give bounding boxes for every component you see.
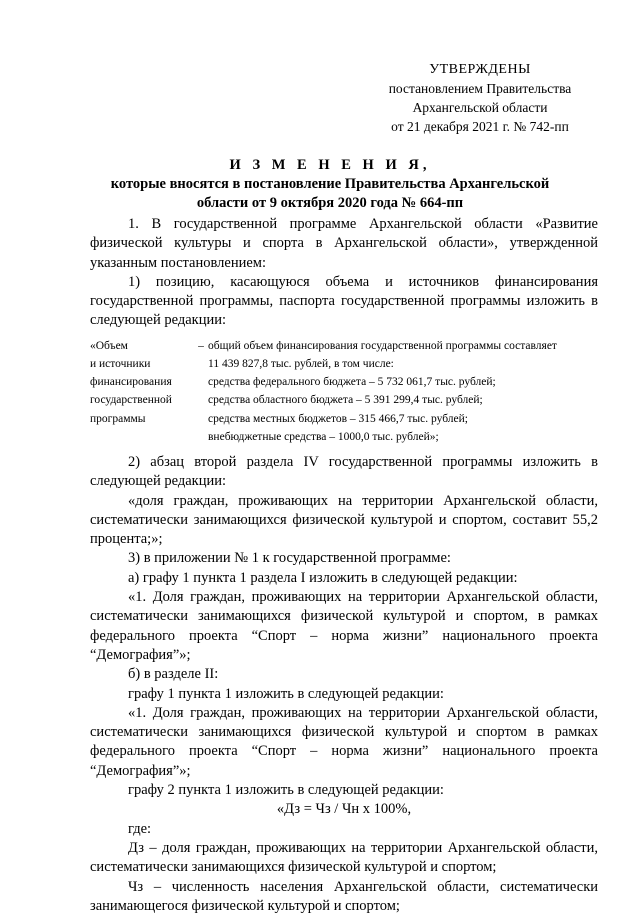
paragraph: графу 2 пункта 1 изложить в следующей редакции: <box>128 782 444 799</box>
value-line: средства федерального бюджета – 5 732 061,7 тыс. рублей; <box>208 376 496 389</box>
approval-header: УТВЕРЖДЕНЫ <box>429 62 531 77</box>
formula: «Дз = Чз / Чн х 100%, <box>276 801 412 818</box>
approval-line: постановлением Правительства <box>388 81 572 96</box>
paragraph: б) в разделе II: <box>128 666 219 683</box>
value-line: средства областного бюджета – 5 391 299,4 тыс. рублей; <box>208 394 483 407</box>
paragraph: 1. В государственной программе Архангельской области «Развитие физической культуры и спорта в Архангельской области», утвержденной указанным постановлением: <box>90 216 598 271</box>
label-line: финансирования <box>90 376 172 389</box>
label-line: государственной <box>90 394 172 407</box>
paragraph: графу 1 пункта 1 изложить в следующей редакции: <box>128 685 444 702</box>
title-line: которые вносятся в постановление Правительства Архангельской <box>110 176 550 192</box>
financing-values <box>208 337 598 446</box>
paragraph: Дз – доля граждан, проживающих на территории Архангельской области, систематически занимающихся физической культурой и спортом; <box>90 839 598 876</box>
paragraph: Чз – численность населения Архангельской области, систематически занимающегося физической культурой и спортом; <box>90 878 598 914</box>
label-line: программы <box>90 412 146 425</box>
financing-table <box>90 337 598 446</box>
paragraph: а) графу 1 пункта 1 раздела I изложить в следующей редакции: <box>128 569 518 586</box>
paragraph: «доля граждан, проживающих на территории Архангельской области, систематически занимающихся физической культурой и спортом, составит 55,2 процента;»; <box>90 492 598 548</box>
financing-dash: – <box>198 339 204 352</box>
financing-label <box>90 337 194 446</box>
approval-stamp <box>360 60 600 136</box>
document-title <box>60 156 600 213</box>
title-line: области от 9 октября 2020 года № 664-пп <box>196 195 464 211</box>
paragraph: где: <box>128 820 152 837</box>
paragraph: 1) позицию, касающуюся объема и источников финансирования государственной программы, паспорта государственной программы изложить в следующей редакции: <box>90 273 598 329</box>
value-line: средства местных бюджетов – 315 466,7 тыс. рублей; <box>208 412 468 425</box>
approval-line: от 21 декабря 2021 г. № 742-пп <box>391 119 569 134</box>
paragraph: «1. Доля граждан, проживающих на территории Архангельской области, систематически занимающихся физической культурой и спортом, в рамках федерального проекта “Спорт – норма жизни” национального проекта “Демография”»; <box>90 589 598 663</box>
label-line: «Объем <box>90 339 128 352</box>
approval-line: Архангельской области <box>412 100 548 115</box>
paragraph: «1. Доля граждан, проживающих на территории Архангельской области, систематически занимающихся физической культурой и спортом в рамках федерального проекта “Спорт – норма жизни” национального проекта “Демография”»; <box>90 704 598 779</box>
label-line: и источники <box>90 357 151 370</box>
paragraph: 3) в приложении № 1 к государственной программе: <box>128 550 451 567</box>
value-line: общий объем финансирования государственной программы составляет <box>208 339 557 352</box>
value-line: внебюджетные средства – 1000,0 тыс. рублей»; <box>208 430 439 443</box>
value-line: 11 439 827,8 тыс. рублей, в том числе: <box>208 357 394 370</box>
document-body <box>90 215 598 916</box>
paragraph: 2) абзац второй раздела IV государственной программы изложить в следующей редакции: <box>90 454 598 490</box>
title-heading: И З М Е Н Е Н И Я, <box>229 157 431 173</box>
